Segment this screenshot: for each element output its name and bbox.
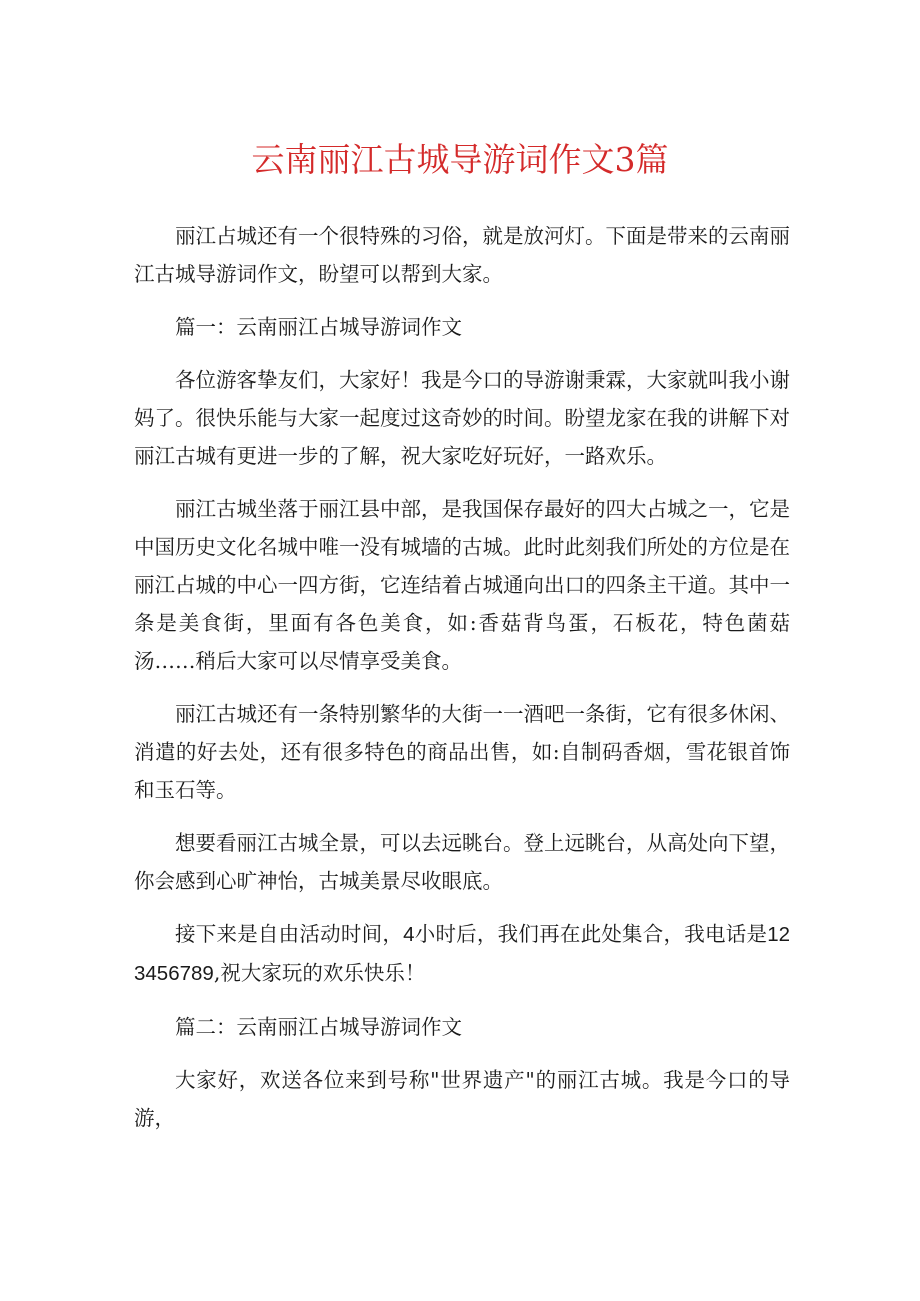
intro-paragraph: 丽江占城还有一个很特殊的习俗，就是放河灯。下面是带来的云南丽江古城导游词作文，盼望可以帮到大家。 — [134, 224, 790, 286]
document-title: 云南丽江古城导游词作文3篇 — [251, 140, 669, 179]
body-paragraph: 各位游客挚友们，大家好！我是今口的导游谢秉霖，大家就叫我小谢妈了。很快乐能与大家一起度过这奇妙的时间。盼望龙家在我的讲解下对丽江古城有更进一步的了解，祝大家吃好玩好，一路欢乐。 — [134, 368, 790, 468]
document-body — [134, 217, 790, 1152]
meeting-text-1: 接下来是自由活动时间， — [175, 922, 404, 946]
body-paragraph: 想要看丽江古城全景，可以去远眺台。登上远眺台，从高处向下望，你会感到心旷神怡，古城美景尽收眼底。 — [134, 831, 790, 893]
body-paragraph: 丽江古城还有一条特别繁华的大街一一酒吧一条街，它有很多休闲、消遣的好去处，还有很多特色的商品出售，如:自制码香烟，雪花银首饰和玉石等。 — [134, 702, 790, 802]
meeting-hours: 4 — [403, 923, 415, 946]
body-paragraph: 丽江古城坐落于丽江县中部，是我国保存最好的四大占城之一，它是中国历史文化名城中唯一没有城墙的古城。此时此刻我们所处的方位是在丽江占城的中心一四方街，它连结着占城通向出口的四条主干道。其中一条是美食街，里面有各色美食，如:香菇背鸟蛋，石板花，特色菌菇汤……稍后大家可以尽情享受美食。 — [134, 497, 790, 673]
section-heading-2: 篇二：云南丽江占城导游词作文 — [175, 1015, 462, 1039]
phone-number: 123456789 — [134, 923, 791, 985]
section-heading-1: 篇一：云南丽江占城导游词作文 — [175, 315, 462, 339]
meeting-text-3: ,祝大家玩的欢乐快乐！ — [213, 961, 426, 985]
body-paragraph-meeting — [134, 915, 790, 993]
meeting-text-2: 小时后，我们再在此处集合，我电话是 — [414, 922, 768, 946]
body-paragraph-last: 大家好，欢送各位来到号称"世界遗产"的丽江古城。我是今口的导游， — [134, 1068, 790, 1130]
